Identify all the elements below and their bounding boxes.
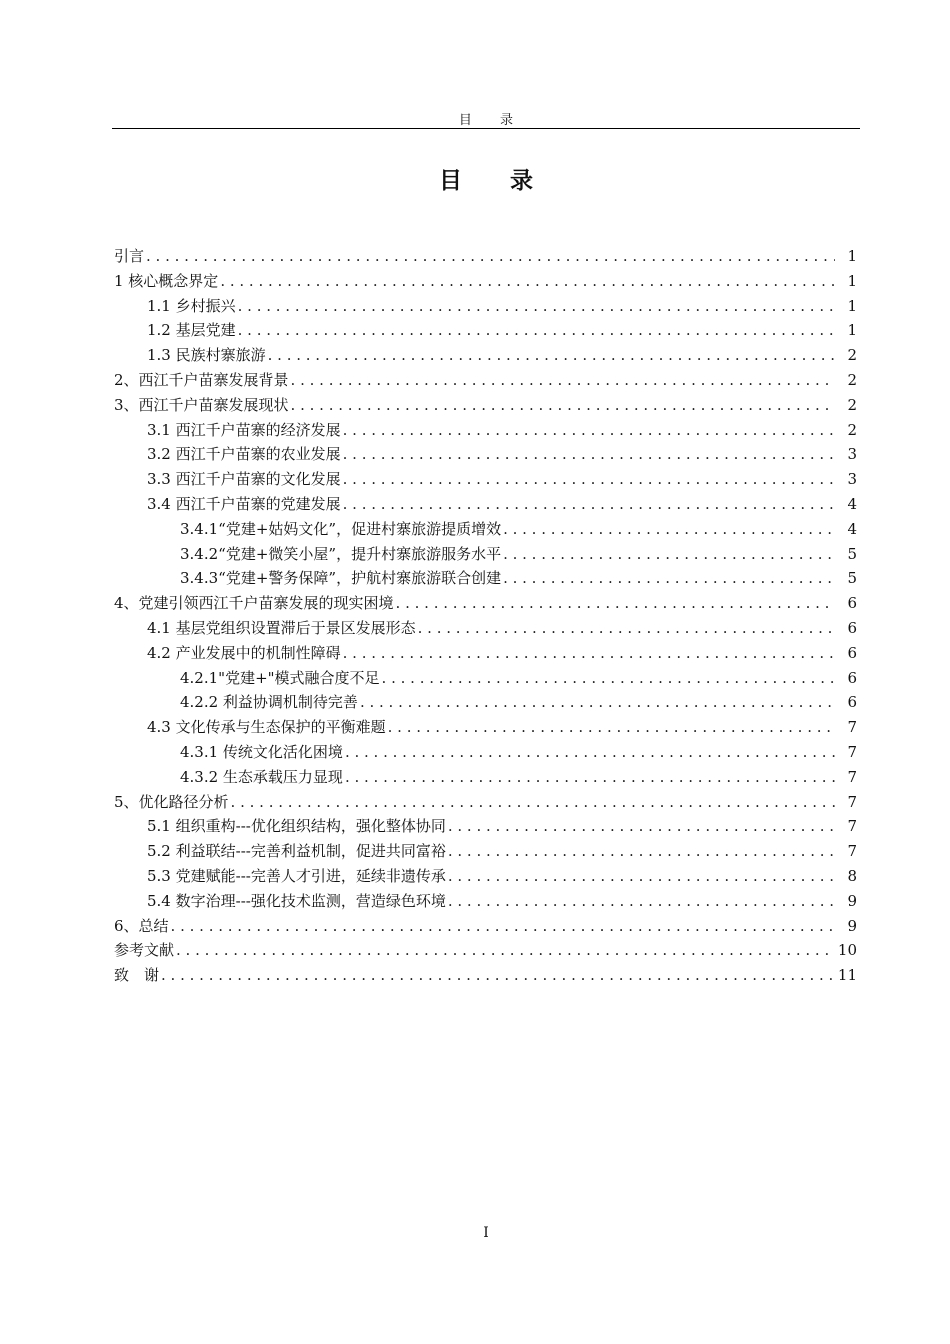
toc-entry[interactable] — [112, 517, 860, 542]
toc-entry[interactable] — [112, 318, 860, 343]
toc-entry-title: 5.4 数字治理---强化技术监测，营造绿色环境 — [147, 891, 446, 910]
page-number: I — [483, 1225, 489, 1241]
toc-dot-leader — [343, 442, 835, 467]
toc-entry[interactable] — [112, 839, 860, 864]
toc-entry[interactable] — [112, 740, 860, 765]
toc-dot-leader — [231, 790, 835, 815]
toc-dot-leader — [161, 963, 834, 988]
toc-dot-leader — [388, 715, 835, 740]
toc-entry-page: 6 — [847, 618, 857, 637]
toc-entry-page: 3 — [847, 445, 857, 464]
header-rule — [112, 128, 860, 129]
toc-entry-page: 8 — [847, 866, 857, 885]
toc-entry-page: 4 — [847, 519, 857, 538]
toc-entry-title: 参考文献 — [114, 941, 175, 960]
toc-entry-title: 引言 — [114, 247, 145, 265]
toc-entry[interactable] — [112, 616, 860, 641]
toc-dot-leader — [171, 914, 835, 939]
toc-entry-page: 7 — [847, 767, 857, 786]
toc-dot-leader — [343, 641, 835, 666]
toc-dot-leader — [382, 666, 835, 691]
toc-dot-leader — [343, 492, 835, 517]
toc-entry-page: 7 — [847, 817, 857, 836]
toc-entry-title: 3.4 西江千户苗寨的党建发展 — [147, 494, 341, 513]
toc-entry-page: 2 — [847, 395, 857, 414]
toc-entry[interactable] — [112, 790, 860, 815]
toc-entry-title: 4.1 基层党组织设置滞后于景区发展形态 — [147, 618, 416, 637]
toc-entry-page: 1 — [847, 271, 857, 290]
toc-dot-leader — [291, 368, 835, 393]
toc-entry-title: 3.3 西江千户苗寨的文化发展 — [147, 470, 341, 489]
toc-dot-leader — [176, 938, 834, 963]
toc-entry[interactable] — [112, 666, 860, 691]
toc-entry[interactable] — [112, 442, 860, 467]
toc-entry[interactable] — [112, 814, 860, 839]
toc-title: 目 录 — [438, 168, 553, 194]
toc-entry-title: 3.4.1“党建+姑妈文化”，促进村寨旅游提质增效 — [180, 519, 502, 538]
toc-dot-leader — [448, 889, 835, 914]
toc-entry-page: 2 — [847, 370, 857, 389]
toc-dot-leader — [238, 318, 835, 343]
table-of-contents — [112, 244, 860, 988]
toc-entry-page: 6 — [847, 668, 857, 687]
toc-entry-page: 7 — [847, 718, 857, 737]
toc-entry-page: 9 — [847, 891, 857, 910]
toc-entry-page: 1 — [847, 247, 857, 265]
toc-entry[interactable] — [112, 566, 860, 591]
toc-entry-page: 11 — [837, 966, 857, 985]
toc-entry[interactable] — [112, 244, 860, 269]
toc-entry[interactable] — [112, 368, 860, 393]
toc-dot-leader — [503, 566, 835, 591]
toc-entry-page: 5 — [847, 544, 857, 563]
toc-entry-page: 9 — [847, 916, 857, 935]
toc-entry[interactable] — [112, 591, 860, 616]
toc-entry[interactable] — [112, 690, 860, 715]
toc-dot-leader — [396, 591, 835, 616]
toc-entry-title: 2、西江千户苗寨发展背景 — [114, 370, 289, 389]
toc-entry-page: 1 — [847, 321, 857, 340]
toc-entry-title: 4.3.1 传统文化活化困境 — [180, 742, 343, 761]
toc-entry[interactable] — [112, 467, 860, 492]
toc-entry-page: 6 — [847, 643, 857, 662]
toc-entry-title: 5.2 利益联结---完善利益机制，促进共同富裕 — [147, 842, 446, 861]
toc-entry[interactable] — [112, 269, 860, 294]
toc-entry-title: 3、西江千户苗寨发展现状 — [114, 395, 289, 414]
toc-entry-title: 3.1 西江千户苗寨的经济发展 — [147, 420, 341, 439]
toc-entry[interactable] — [112, 393, 860, 418]
toc-dot-leader — [503, 542, 835, 567]
toc-dot-leader — [220, 269, 835, 294]
toc-entry-page: 1 — [847, 296, 857, 315]
toc-entry-title: 4.3 文化传承与生态保护的平衡难题 — [147, 718, 386, 737]
toc-entry-page: 3 — [847, 470, 857, 489]
toc-dot-leader — [418, 616, 835, 641]
toc-entry-title: 5、优化路径分析 — [114, 792, 229, 811]
toc-entry[interactable] — [112, 641, 860, 666]
toc-dot-leader — [343, 467, 835, 492]
toc-entry-title: 1.3 民族村寨旅游 — [147, 346, 266, 365]
toc-entry[interactable] — [112, 542, 860, 567]
toc-entry-page: 2 — [847, 346, 857, 365]
toc-entry[interactable] — [112, 864, 860, 889]
toc-entry[interactable] — [112, 418, 860, 443]
toc-entry-title: 3.4.3“党建+警务保障”，护航村寨旅游联合创建 — [180, 569, 502, 588]
toc-entry[interactable] — [112, 492, 860, 517]
toc-entry-title: 1.1 乡村振兴 — [147, 296, 236, 315]
toc-entry-page: 7 — [847, 742, 857, 761]
toc-dot-leader — [268, 343, 835, 368]
toc-entry-title: 3.2 西江千户苗寨的农业发展 — [147, 445, 341, 464]
toc-entry-page: 6 — [847, 594, 857, 613]
toc-entry[interactable] — [112, 914, 860, 939]
toc-entry-title: 5.3 党建赋能---完善人才引进，延续非遗传承 — [147, 866, 446, 885]
toc-dot-leader — [448, 839, 835, 864]
toc-entry-title: 4.2.1"党建+"模式融合度不足 — [180, 668, 380, 687]
toc-entry-page: 4 — [847, 494, 857, 513]
toc-entry-title: 4.3.2 生态承载压力显现 — [180, 767, 343, 786]
toc-entry[interactable] — [112, 889, 860, 914]
toc-entry-title: 1 核心概念界定 — [114, 271, 219, 290]
toc-entry-title: 4、党建引领西江千户苗寨发展的现实困境 — [114, 594, 394, 613]
toc-dot-leader — [343, 418, 835, 443]
toc-dot-leader — [503, 517, 835, 542]
toc-entry-page: 10 — [837, 941, 857, 960]
toc-dot-leader — [345, 740, 835, 765]
toc-entry[interactable] — [112, 765, 860, 790]
toc-entry-title: 6、总结 — [114, 916, 169, 935]
toc-dot-leader — [448, 864, 835, 889]
toc-entry[interactable] — [112, 938, 860, 963]
toc-dot-leader — [238, 294, 835, 319]
toc-entry[interactable] — [112, 294, 860, 319]
toc-dot-leader — [291, 393, 835, 418]
toc-entry-title: 4.2 产业发展中的机制性障碍 — [147, 643, 341, 662]
toc-entry-page: 7 — [847, 792, 857, 811]
toc-entry[interactable] — [112, 963, 860, 988]
toc-entry-title: 5.1 组织重构---优化组织结构，强化整体协同 — [147, 817, 446, 836]
toc-entry[interactable] — [112, 715, 860, 740]
toc-dot-leader — [448, 814, 835, 839]
toc-entry-page: 7 — [847, 842, 857, 861]
toc-entry-page: 6 — [847, 693, 857, 712]
toc-entry-page: 5 — [847, 569, 857, 588]
toc-entry[interactable] — [112, 343, 860, 368]
toc-dot-leader — [360, 690, 835, 715]
toc-entry-title: 4.2.2 利益协调机制待完善 — [180, 693, 358, 712]
toc-dot-leader — [146, 244, 835, 269]
toc-entry-title: 致 谢 — [114, 966, 160, 985]
toc-entry-page: 2 — [847, 420, 857, 439]
toc-entry-title: 1.2 基层党建 — [147, 321, 236, 340]
toc-dot-leader — [345, 765, 835, 790]
running-header: 目 录 — [458, 113, 526, 128]
toc-entry-title: 3.4.2“党建+微笑小屋”，提升村寨旅游服务水平 — [180, 544, 502, 563]
